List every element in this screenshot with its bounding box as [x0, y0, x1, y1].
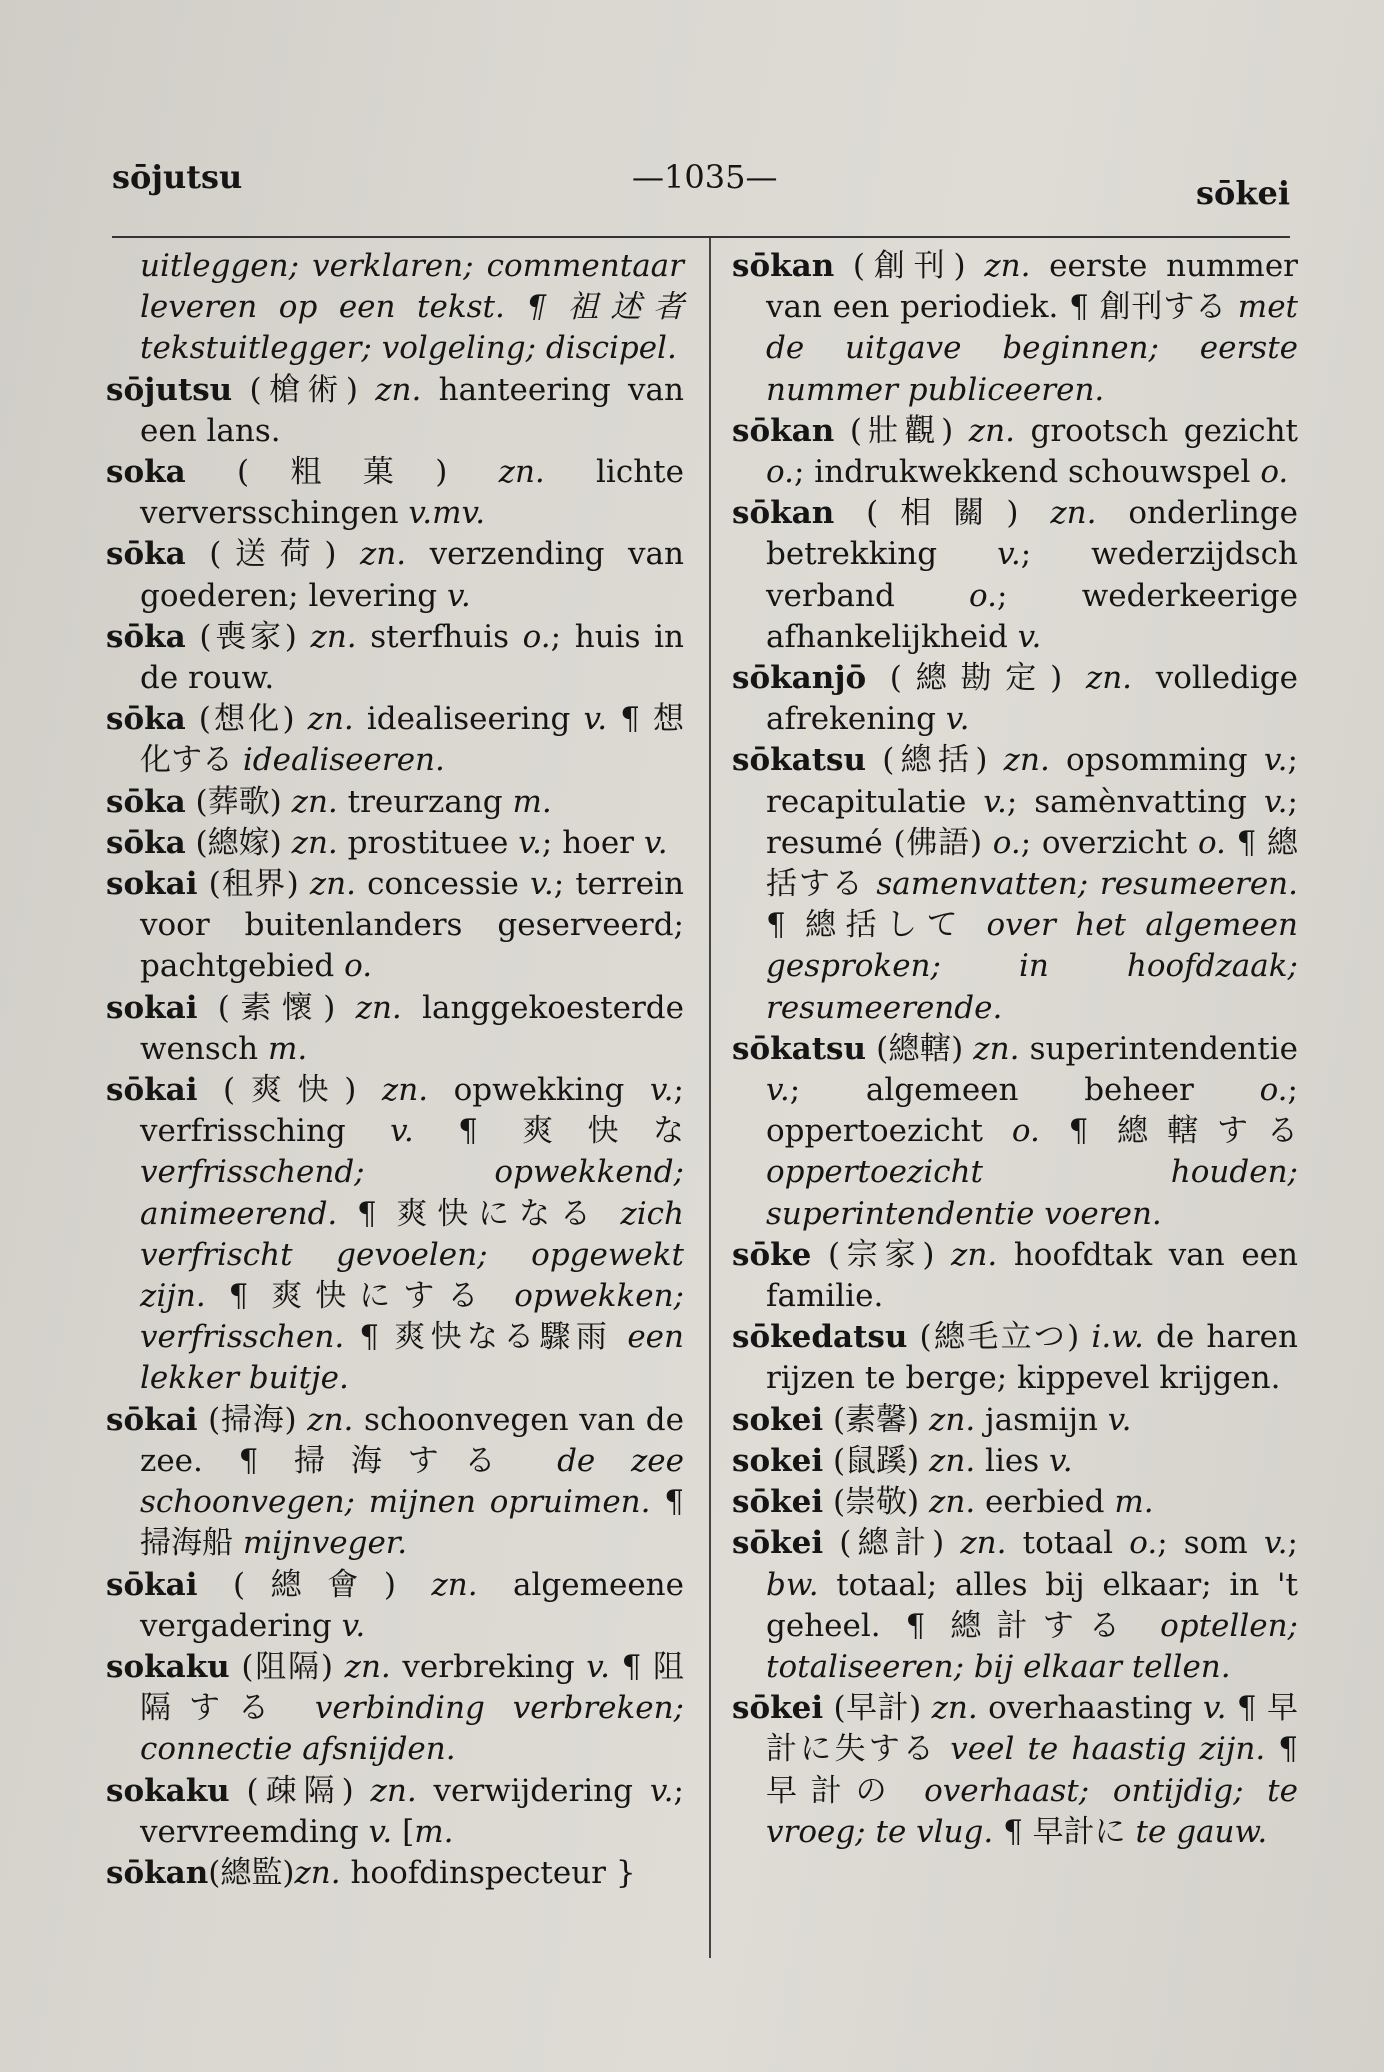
entry-italic-text: mijnveger. — [242, 1525, 408, 1562]
entry-text: (總計) — [823, 1525, 961, 1562]
entry-text: (總括) — [866, 742, 1004, 779]
entry-text: (壯觀) — [834, 412, 969, 449]
entry-italic-text: verbinding verbreken; connectie afsnijden. — [140, 1690, 684, 1768]
dictionary-entry — [106, 864, 684, 988]
entry-italic-text: zn. — [929, 1401, 976, 1438]
entry-italic-text: zich verfrischt gevoelen; opgewekt zijn. — [140, 1195, 684, 1315]
entry-italic-text: zn. — [968, 412, 1015, 449]
entry-headword: sōke — [732, 1236, 812, 1273]
entry-text: (總勘定) — [866, 660, 1086, 697]
entry-text: verbreking — [390, 1648, 587, 1685]
entry-italic-text: i.w. — [1091, 1319, 1144, 1356]
entry-italic-text: v. — [1263, 783, 1288, 820]
entry-text: opwekking — [428, 1072, 650, 1109]
entry-headword: sōkedatsu — [732, 1319, 908, 1356]
entry-italic-text: zn. — [309, 866, 356, 903]
dictionary-entry — [106, 452, 684, 534]
entry-italic-text: zn. — [931, 1690, 978, 1727]
entry-italic-text: v. — [1202, 1690, 1227, 1727]
entry-text: ; overzicht — [1020, 824, 1198, 861]
entry-italic-text: v. — [1017, 618, 1042, 655]
entry-text: hoofdinspecteur } — [340, 1854, 636, 1891]
entry-text: (相關) — [834, 495, 1051, 532]
entry-italic-text: zn. — [375, 371, 422, 408]
entry-italic-text: optellen; totaliseeren; bij elkaar tellen. — [766, 1607, 1298, 1685]
dictionary-entry — [732, 1441, 1298, 1482]
entry-text: ¶ 早計に — [993, 1813, 1136, 1850]
entry-italic-text: verfrisschend; opwekkend; animeerend. — [140, 1154, 684, 1232]
entry-italic-text: samenvatten; resumeeren. — [876, 866, 1298, 903]
entry-headword: sōkatsu — [732, 1030, 867, 1067]
entry-italic-text: zn. — [344, 1648, 391, 1685]
entry-headword: sōjutsu — [106, 371, 233, 408]
right-column — [732, 246, 1298, 1853]
entry-text: ; huis in de rouw. — [140, 618, 684, 697]
entry-italic-text: zn. — [929, 1484, 976, 1521]
entry-text: overhaasting — [977, 1690, 1203, 1727]
entry-text: schoonvegen van de zee. ¶ 掃海する — [140, 1401, 684, 1479]
entry-italic-text: v.mv. — [408, 495, 486, 532]
entry-text: ¶ 阻隔する — [140, 1648, 684, 1727]
entry-headword: sōkei — [732, 1484, 824, 1521]
entry-headword: sokei — [732, 1401, 824, 1438]
entry-text: (槍術) — [232, 371, 376, 408]
entry-headword: sōkan — [106, 1854, 209, 1891]
entry-text: (宗家) — [811, 1236, 952, 1273]
entry-text: (鼠蹊) — [823, 1442, 930, 1479]
entry-italic-text: zn. — [951, 1236, 998, 1273]
entry-text: (阻隔) — [229, 1648, 345, 1685]
entry-headword: sōka — [106, 618, 186, 655]
entry-italic-text: over het algemeen gesproken; in hoofdzaak; resumeerende. — [766, 907, 1298, 1026]
entry-italic-text: de zee schoonvegen; mijnen opruimen. — [140, 1442, 684, 1521]
entry-text: jasmijn — [975, 1401, 1108, 1438]
right-guide-word: sōkei — [1195, 174, 1290, 212]
dictionary-entry — [106, 1647, 684, 1771]
dictionary-entry — [106, 246, 684, 370]
entry-italic-text: o. — [1011, 1113, 1040, 1150]
entry-italic-text: zn. — [431, 1566, 478, 1603]
entry-text: (崇敬) — [823, 1484, 930, 1521]
entry-text: totaal; alles bij elkaar; in 't geheel. ¶ 總計する — [766, 1566, 1298, 1644]
entry-italic-text: v. — [1048, 1442, 1073, 1479]
entry-headword: sōkai — [106, 1401, 198, 1438]
entry-text: (想化) — [185, 701, 308, 738]
entry-text: langgekoesterde wensch — [140, 989, 684, 1067]
dictionary-entry — [732, 246, 1298, 411]
dictionary-entry — [106, 988, 684, 1070]
entry-text: eerbied — [975, 1484, 1115, 1521]
entry-italic-text: m. — [1114, 1484, 1154, 1521]
entry-text: ; samènvatting — [1006, 783, 1264, 820]
entry-italic-text: o. — [969, 577, 998, 614]
dictionary-entry — [732, 1523, 1298, 1688]
entry-headword: sōkatsu — [732, 742, 867, 779]
entry-text: (總毛立つ) — [907, 1319, 1092, 1356]
entry-text: (總會) — [197, 1566, 432, 1603]
entry-text: (租界) — [197, 866, 310, 903]
entry-text: (送荷) — [185, 536, 360, 573]
dictionary-entry — [732, 1235, 1298, 1317]
entry-text: ; terrein voor buitenlanders geserveerd; pachtgebied — [140, 866, 685, 985]
entry-italic-text: v. — [983, 783, 1007, 820]
dictionary-entry — [732, 658, 1298, 740]
entry-italic-text: overhaast; ontijdig; te vroeg; te vlug. — [766, 1772, 1298, 1850]
entry-text: (總轄) — [866, 1030, 974, 1067]
entry-italic-text: o. — [1197, 824, 1226, 861]
dictionary-entry — [106, 617, 684, 699]
entry-text: opsomming — [1049, 742, 1264, 779]
dictionary-entry — [732, 1482, 1298, 1523]
entry-text: eerste nummer van een periodiek. ¶ 創刊する — [766, 248, 1298, 326]
dictionary-entry — [732, 1317, 1298, 1399]
left-guide-word: sōjutsu — [112, 158, 243, 196]
entry-text: ¶ 總括する — [766, 824, 1298, 903]
entry-text: (素馨) — [823, 1401, 930, 1438]
entry-italic-text: v. — [766, 1072, 790, 1109]
entry-text: totaal — [1006, 1525, 1130, 1562]
entry-italic-text: zn. — [307, 701, 354, 738]
entry-text: ¶ 爽快なる驟雨 — [344, 1319, 628, 1356]
entry-headword: sokai — [106, 866, 198, 903]
entry-italic-text: bw. — [766, 1566, 819, 1603]
entry-headword: soka — [106, 454, 186, 491]
entry-italic-text: m. — [512, 783, 552, 820]
entry-text: (喪家) — [185, 618, 311, 655]
entry-headword: sōkan — [732, 495, 835, 532]
entry-italic-text: v. — [649, 1072, 674, 1109]
entry-headword: sōka — [106, 536, 186, 573]
entry-italic-text: v. — [586, 1648, 610, 1685]
entry-text: (葬歌) — [185, 783, 292, 820]
entry-text: prostituee — [337, 824, 519, 861]
entry-text: ; som — [1157, 1525, 1264, 1562]
entry-italic-text: zn. — [381, 1072, 429, 1109]
entry-italic-text: v. — [518, 824, 542, 861]
header-rule — [112, 236, 1290, 238]
dictionary-entry — [106, 782, 684, 823]
entry-italic-text: zn. — [1085, 660, 1133, 697]
entry-text: algemeene vergadering — [140, 1566, 684, 1644]
entry-italic-text: zn. — [291, 783, 338, 820]
entry-italic-text: zn. — [294, 1854, 341, 1891]
column-divider — [709, 238, 711, 1958]
entry-text: ; oppertoezicht — [766, 1072, 1298, 1150]
entry-text: hanteering van een lans. — [140, 371, 684, 449]
entry-italic-text: zn. — [929, 1442, 976, 1479]
entry-text: (爽快) — [197, 1072, 382, 1109]
entry-text: verzending van goederen; levering — [140, 536, 684, 614]
entry-italic-text: v. — [341, 1607, 366, 1644]
entry-text: (創刊) — [834, 248, 985, 284]
entry-italic-text: v. — [1107, 1401, 1132, 1438]
entry-text: ¶ 想化する — [140, 701, 684, 779]
entry-headword: sokai — [106, 989, 198, 1026]
dictionary-entry — [106, 1070, 684, 1400]
entry-text: ¶ 掃海船 — [140, 1484, 684, 1562]
dictionary-entry — [106, 1771, 684, 1853]
entry-text: treurzang — [337, 783, 513, 820]
entry-text: ; vervreemding — [140, 1772, 684, 1850]
entry-text: (總嫁) — [185, 824, 292, 861]
entry-italic-text: zn. — [310, 618, 357, 655]
entry-text: ¶ 總括して — [766, 907, 987, 944]
entry-headword: sōkanjō — [732, 660, 867, 697]
entry-text: (疎隔) — [229, 1772, 371, 1809]
dictionary-entry — [732, 1688, 1298, 1853]
entry-italic-text: o. — [522, 618, 551, 655]
entry-italic-text: o. — [344, 948, 373, 985]
entry-text: superintendentie — [1019, 1030, 1298, 1067]
entry-italic-text: m. — [414, 1813, 454, 1850]
entry-text: idealiseering — [353, 701, 584, 738]
entry-text: (早計) — [823, 1690, 932, 1727]
entry-text: ; algemeen beheer — [789, 1072, 1260, 1109]
entry-italic-text: zn. — [307, 1401, 354, 1438]
entry-italic-text: v. — [1263, 742, 1288, 779]
dictionary-entry — [106, 699, 684, 781]
entry-text: (總監) — [208, 1854, 295, 1891]
entry-text: ; recapitulatie — [766, 742, 1298, 820]
entry-headword: sokaku — [106, 1648, 230, 1685]
entry-text: (素懷) — [197, 989, 356, 1026]
entry-text: ¶ 早計に失する — [766, 1690, 1298, 1768]
entry-text: onderlinge betrekking — [766, 495, 1298, 573]
dictionary-entry — [106, 823, 684, 864]
entry-text: ; indrukwekkend schouwspel — [793, 454, 1261, 491]
entry-text: lies — [975, 1442, 1049, 1479]
page-header — [112, 150, 1290, 210]
entry-headword: sōka — [106, 783, 186, 820]
entry-italic-text: zn. — [498, 454, 545, 491]
entry-headword: sōkan — [732, 248, 835, 284]
entry-italic-text: veel te haastig zijn. — [950, 1731, 1266, 1768]
entry-italic-text: v. — [583, 701, 608, 738]
entry-italic-text: o. — [1129, 1525, 1158, 1562]
entry-text: de haren rijzen te berge; kippevel krijgen. — [766, 1319, 1298, 1397]
dictionary-entry — [732, 740, 1298, 1028]
entry-italic-text: o. — [1260, 454, 1289, 491]
entry-italic-text: v. — [945, 701, 970, 738]
dictionary-entry — [106, 534, 684, 616]
entry-italic-text: o. — [992, 824, 1021, 861]
entry-italic-text: te gauw. — [1135, 1813, 1268, 1850]
entry-text: ¶ 總轄する — [1039, 1113, 1298, 1150]
entry-headword: sōkai — [106, 1566, 198, 1603]
entry-headword: sōkai — [106, 1072, 198, 1109]
entry-text: lichte verversschingen — [140, 454, 684, 532]
entry-italic-text: zn. — [359, 536, 407, 573]
entry-headword: sōkan — [732, 412, 835, 449]
entry-text: ; wederkeerige afhankelijkheid — [766, 577, 1298, 655]
entry-text: ¶ 爽快な — [413, 1113, 684, 1150]
left-column — [106, 246, 684, 1894]
entry-headword: sōkei — [732, 1690, 824, 1727]
entry-italic-text: zn. — [355, 989, 402, 1026]
entry-italic-text: zn. — [973, 1030, 1020, 1067]
entry-text: grootsch gezicht — [1014, 412, 1298, 449]
entry-text: ; — [1287, 1525, 1298, 1562]
dictionary-entry — [106, 370, 684, 452]
entry-italic-text: v. — [368, 1813, 393, 1850]
dictionary-entry — [106, 1565, 684, 1647]
entry-text: concessie — [355, 866, 531, 903]
entry-text: verwijdering — [416, 1772, 650, 1809]
entry-text: (掃海) — [197, 1401, 308, 1438]
entry-text: ¶ 早計の — [766, 1731, 1298, 1809]
entry-italic-text: v. — [1263, 1525, 1288, 1562]
entry-italic-text: v. — [390, 1113, 414, 1150]
entry-headword: sōka — [106, 701, 186, 738]
entry-italic-text: o. — [1259, 1072, 1288, 1109]
entry-text: ; resumé (佛語) — [766, 783, 1298, 861]
entry-italic-text: v. — [649, 1772, 674, 1809]
entry-italic-text: oppertoezicht houden; superintendentie voeren. — [766, 1154, 1298, 1232]
entry-text: (粗菓) — [185, 454, 499, 491]
entry-italic-text: v. — [997, 536, 1021, 573]
entry-italic-text: v. — [643, 824, 668, 861]
entry-italic-text: o. — [766, 454, 794, 491]
dictionary-entry — [732, 1029, 1298, 1235]
entry-text: sterfhuis — [356, 618, 523, 655]
entry-italic-text: uitleggen; verklaren; commentaar leveren op een tekst. ¶ 祖述者 tekstuitlegger; volgeling; discipel. — [140, 248, 684, 367]
entry-italic-text: zn. — [291, 824, 338, 861]
entry-text: ¶ 爽快にする — [205, 1278, 515, 1315]
entry-text: hoofdtak van een familie. — [766, 1236, 1298, 1315]
dictionary-entry — [732, 493, 1298, 658]
entry-italic-text: met de uitgave beginnen; eerste nummer publiceeren. — [766, 289, 1298, 408]
dictionary-entry — [732, 411, 1298, 493]
dictionary-entry — [106, 1853, 684, 1894]
dictionary-entry — [106, 1400, 684, 1565]
entry-text: ; wederzijdsch verband — [766, 536, 1298, 614]
entry-italic-text: een lekker buitje. — [140, 1319, 684, 1397]
entry-italic-text: zn. — [1003, 742, 1050, 779]
entry-italic-text: zn. — [984, 248, 1031, 284]
entry-italic-text: zn. — [1050, 495, 1097, 532]
page-number: —1035— — [632, 158, 778, 196]
entry-text: ; hoer — [541, 824, 644, 861]
entry-text: volledige afrekening — [766, 660, 1298, 738]
entry-italic-text: m. — [267, 1030, 308, 1067]
entry-headword: sōka — [106, 824, 186, 861]
entry-headword: sōkei — [732, 1525, 824, 1562]
entry-text: ; verfrissching — [140, 1072, 684, 1150]
entry-italic-text: idealiseeren. — [242, 742, 445, 779]
dictionary-entry — [732, 1400, 1298, 1441]
entry-italic-text: v. — [530, 866, 554, 903]
entry-italic-text: zn. — [370, 1772, 417, 1809]
entry-headword: sokaku — [106, 1772, 230, 1809]
entry-italic-text: zn. — [960, 1525, 1007, 1562]
entry-italic-text: opwekken; verfrisschen. — [140, 1278, 684, 1356]
entry-text: ¶ 爽快になる — [337, 1195, 621, 1232]
entry-headword: sokei — [732, 1442, 824, 1479]
entry-italic-text: v. — [447, 577, 471, 614]
entry-text: [ — [392, 1813, 415, 1850]
